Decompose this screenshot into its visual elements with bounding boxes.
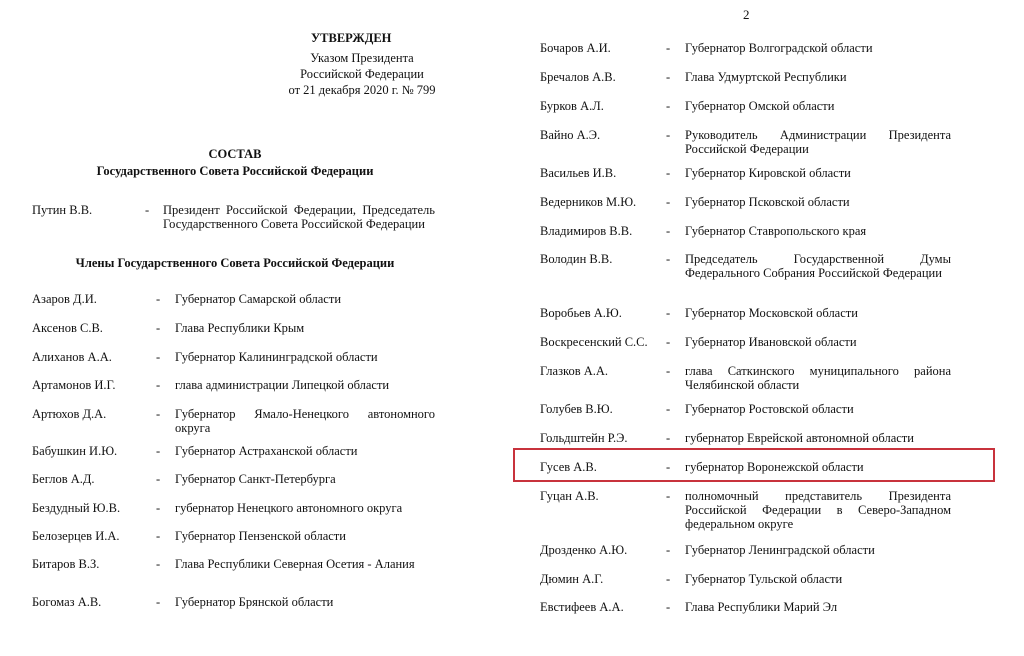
member-role: Губернатор Ямало-Ненецкого автономного округа (175, 407, 435, 435)
member-dash: - (666, 543, 671, 557)
member-name: Азаров Д.И. (32, 292, 97, 306)
member-name: Гуцан А.В. (540, 489, 599, 503)
left-page (0, 0, 470, 656)
member-role: Губернатор Ростовской области (685, 402, 854, 416)
member-role: Губернатор Самарской области (175, 292, 342, 306)
member-role: Губернатор Омской области (685, 99, 835, 113)
member-dash: - (156, 501, 161, 515)
member-name: Богомаз А.В. (32, 595, 102, 609)
member-name: Битаров В.З. (32, 557, 100, 571)
member-dash: - (666, 460, 671, 474)
member-name: Воскресенский С.С. (540, 335, 648, 349)
member-role: Председатель Государственной Думы Федерального Собрания Российской Федерации (685, 252, 951, 280)
member-name: Беглов А.Д. (32, 472, 95, 486)
member-role: Глава Республики Марий Эл (685, 600, 838, 614)
approval-heading: УТВЕРЖДЕН (311, 31, 392, 45)
member-dash: - (666, 252, 671, 266)
member-role: Губернатор Пензенской области (175, 529, 346, 543)
member-dash: - (156, 444, 161, 458)
member-dash: - (156, 350, 161, 364)
member-role: губернатор Еврейской автономной области (685, 431, 914, 445)
member-role: Президент Российской Федерации, Председатель Государственного Совета Российской Федерации (163, 203, 435, 231)
approval-line-2: Российской Федерации (300, 67, 424, 81)
member-name: Путин В.В. (32, 203, 93, 217)
member-name: Вайно А.Э. (540, 128, 601, 142)
member-dash: - (666, 70, 671, 84)
member-name: Бречалов А.В. (540, 70, 616, 84)
member-dash: - (666, 166, 671, 180)
member-name: Артюхов Д.А. (32, 407, 107, 421)
member-role: Губернатор Волгоградской области (685, 41, 873, 55)
member-dash: - (156, 529, 161, 543)
member-name: Бездудный Ю.В. (32, 501, 121, 515)
member-dash: - (666, 402, 671, 416)
member-name: Белозерцев И.А. (32, 529, 120, 543)
member-name: Володин В.В. (540, 252, 613, 266)
member-role: губернатор Воронежской области (685, 460, 864, 474)
document-subtitle: Государственного Совета Российской Федерации (96, 164, 374, 178)
member-dash: - (666, 128, 671, 142)
member-role: Губернатор Брянской области (175, 595, 334, 609)
member-dash: - (666, 306, 671, 320)
member-name: Алиханов А.А. (32, 350, 112, 364)
member-dash: - (156, 378, 161, 392)
member-role: Губернатор Ивановской области (685, 335, 857, 349)
member-name: Воробьев А.Ю. (540, 306, 622, 320)
member-dash: - (145, 203, 150, 217)
member-dash: - (666, 99, 671, 113)
member-dash: - (666, 335, 671, 349)
member-name: Дюмин А.Г. (540, 572, 604, 586)
approval-line-1: Указом Президента (310, 51, 414, 65)
member-role: глава администрации Липецкой области (175, 378, 390, 392)
member-dash: - (156, 407, 161, 421)
member-name: Васильев И.В. (540, 166, 617, 180)
highlight-box (513, 448, 995, 482)
member-role: Губернатор Кировской области (685, 166, 851, 180)
member-name: Евстифеев А.А. (540, 600, 624, 614)
member-role: Губернатор Санкт-Петербурга (175, 472, 336, 486)
member-dash: - (666, 431, 671, 445)
member-role: Руководитель Администрации Президента Российской Федерации (685, 128, 951, 156)
member-name: Ведерников М.Ю. (540, 195, 637, 209)
member-dash: - (666, 600, 671, 614)
member-role: Губернатор Калининградской области (175, 350, 378, 364)
member-name: Глазков А.А. (540, 364, 609, 378)
member-dash: - (666, 489, 671, 503)
member-name: Бочаров А.И. (540, 41, 611, 55)
member-role: Глава Удмуртской Республики (685, 70, 847, 84)
page-number: 2 (743, 7, 750, 22)
member-role: Губернатор Астраханской области (175, 444, 358, 458)
member-name: Бурков А.Л. (540, 99, 604, 113)
member-dash: - (666, 195, 671, 209)
member-dash: - (156, 321, 161, 335)
member-dash: - (156, 557, 161, 571)
member-role: глава Саткинского муниципального района Челябинской области (685, 364, 951, 392)
member-dash: - (666, 224, 671, 238)
member-name: Артамонов И.Г. (32, 378, 116, 392)
member-dash: - (666, 41, 671, 55)
member-dash: - (156, 292, 161, 306)
member-role: Глава Республики Крым (175, 321, 305, 335)
member-role: Губернатор Тульской области (685, 572, 843, 586)
member-dash: - (666, 364, 671, 378)
member-role: Губернатор Московской области (685, 306, 858, 320)
member-name: Бабушкин И.Ю. (32, 444, 118, 458)
member-dash: - (156, 472, 161, 486)
member-name: Дрозденко А.Ю. (540, 543, 628, 557)
member-name: Аксенов С.В. (32, 321, 103, 335)
member-name: Гусев А.В. (540, 460, 597, 474)
approval-line-3: от 21 декабря 2020 г. № 799 (288, 83, 436, 97)
member-role: Губернатор Ставропольского края (685, 224, 867, 238)
member-dash: - (666, 572, 671, 586)
member-name: Гольдштейн Р.Э. (540, 431, 628, 445)
member-name: Голубев В.Ю. (540, 402, 613, 416)
members-heading: Члены Государственного Совета Российской Федерации (75, 256, 395, 270)
member-role: Губернатор Ленинградской области (685, 543, 875, 557)
member-dash: - (156, 595, 161, 609)
member-name: Владимиров В.В. (540, 224, 633, 238)
member-role: полномочный представитель Президента Российской Федерации в Северо-Западном федеральном округе (685, 489, 951, 531)
right-page (500, 0, 1024, 656)
member-role: губернатор Ненецкого автономного округа (175, 501, 403, 515)
document-title: СОСТАВ (208, 147, 262, 161)
member-role: Губернатор Псковской области (685, 195, 850, 209)
member-role: Глава Республики Северная Осетия - Алания (175, 557, 415, 571)
